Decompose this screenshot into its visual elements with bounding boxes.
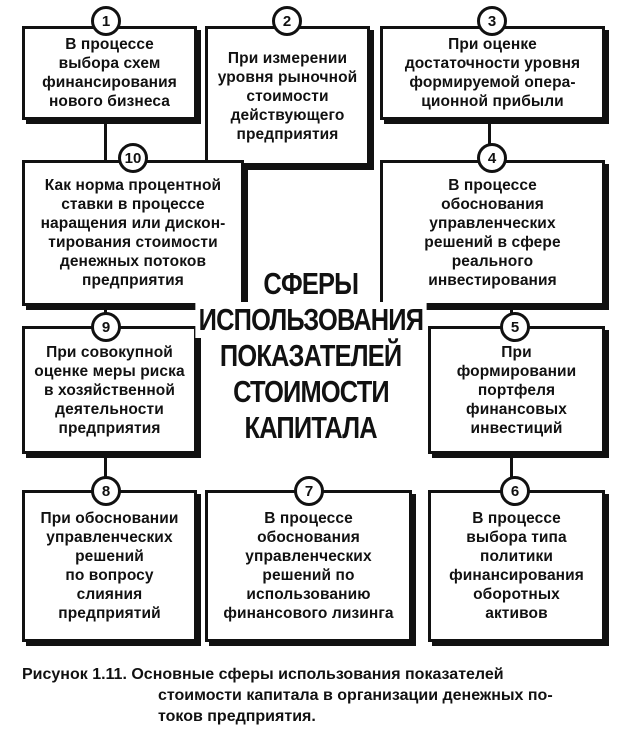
sphere-box-2: [205, 26, 370, 166]
central-title-line: СФЕРЫ: [260, 266, 361, 302]
sphere-text-6: В процессе выбора типа политики финансирования оборотных активов: [449, 510, 584, 622]
caption-line-2: стоимости капитала в организации денежных по-: [158, 687, 553, 704]
central-title-line: ИСПОЛЬЗОВАНИЯ: [195, 302, 426, 338]
central-title-line: СТОИМОСТИ: [230, 374, 392, 410]
sphere-text-5: При формировании портфеля финансовых инвестиций: [456, 343, 577, 437]
sphere-text-2: При измерении уровня рыночной стоимости действующего предприятия: [217, 49, 358, 143]
sphere-text-10: Как норма процентной ставки в процессе наращения или дискон- тирования стоимости денежных потоков предприятия: [40, 177, 226, 289]
caption-line-3: токов предприятия.: [158, 708, 316, 725]
sphere-box-6: [428, 490, 605, 642]
sphere-text-8: При обосновании управленческих решений по вопросу слияния предприятий: [40, 510, 179, 622]
figure-caption: [22, 664, 612, 727]
number-badge-7: 7: [294, 476, 324, 506]
caption-line-1: Рисунок 1.11. Основные сферы использования показателей: [22, 666, 504, 683]
sphere-box-8: [22, 490, 197, 642]
central-title: [180, 258, 442, 454]
sphere-text-3: При оценке достаточности уровня формируемой опера- ционной прибыли: [404, 36, 581, 110]
sphere-box-1: [22, 26, 197, 120]
sphere-box-9: [22, 326, 197, 454]
number-badge-2: 2: [272, 6, 302, 36]
sphere-box-3: [380, 26, 605, 120]
number-badge-8: 8: [91, 476, 121, 506]
sphere-box-7: [205, 490, 412, 642]
number-badge-9: 9: [91, 312, 121, 342]
number-badge-10: 10: [118, 143, 148, 173]
number-badge-6: 6: [500, 476, 530, 506]
sphere-text-1: В процессе выбора схем финансирования нового бизнеса: [42, 36, 177, 110]
number-badge-4: 4: [477, 143, 507, 173]
central-title-line: КАПИТАЛА: [242, 410, 381, 446]
sphere-box-5: [428, 326, 605, 454]
number-badge-1: 1: [91, 6, 121, 36]
sphere-text-7: В процессе обоснования управленческих решений по использованию финансового лизинга: [223, 510, 394, 622]
central-title-line: ПОКАЗАТЕЛЕЙ: [217, 338, 405, 374]
sphere-text-4: В процессе обоснования управленческих решений в сфере реального инвестирования: [424, 177, 561, 289]
number-badge-3: 3: [477, 6, 507, 36]
sphere-text-9: При совокупной оценке меры риска в хозяйственной деятельности предприятия: [34, 343, 185, 437]
number-badge-5: 5: [500, 312, 530, 342]
